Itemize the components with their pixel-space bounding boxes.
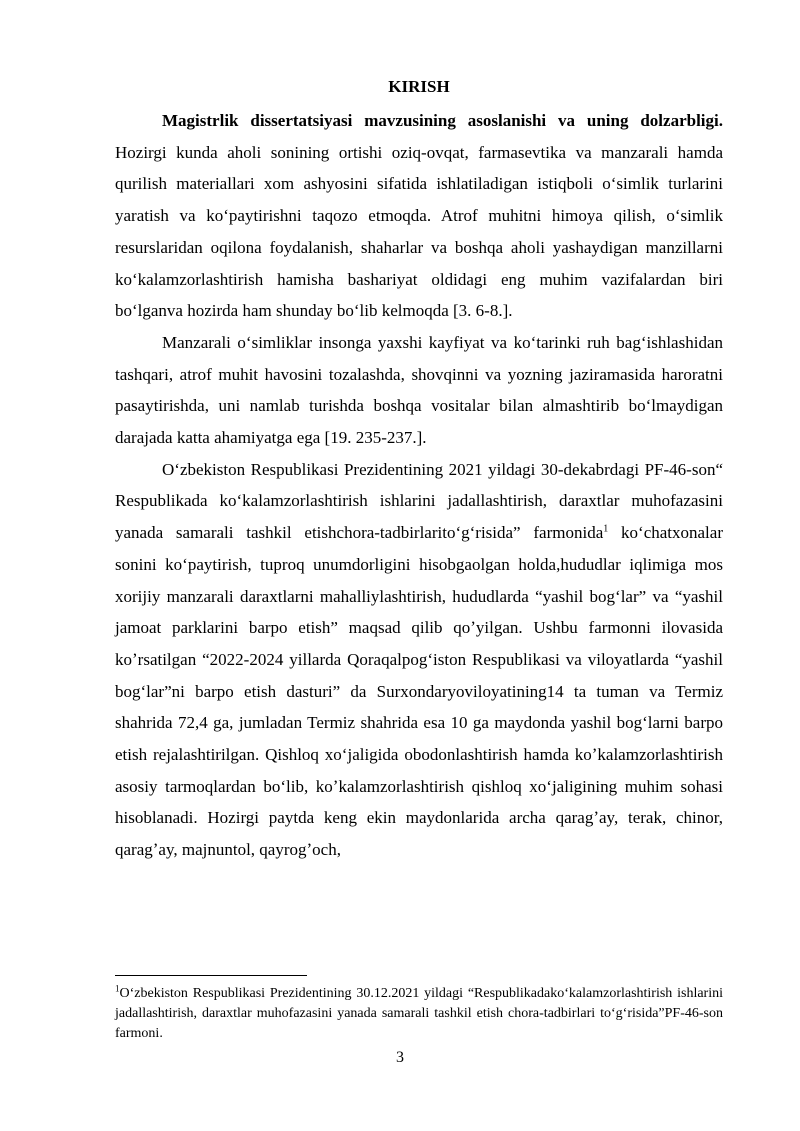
footnote (115, 984, 723, 1044)
paragraph-text: Oʻzbekiston Respublikasi Prezidentining 2021 yildagi 30-dekabrdagi PF-46-son“ Respublikada koʻkalamzorlashtirish ishlarini jadallashtirish, daraxtlar muhofazasini yanada samarali tashkil etishchora-tadbirlaritoʻgʻrisida” farmonida (115, 459, 723, 543)
footnote-reference[interactable]: 1 (603, 523, 609, 535)
paragraph-relevance (115, 105, 723, 327)
footnote-separator (115, 975, 307, 976)
paragraph-ornamental-plants: Manzarali oʻsimliklar insonga yaxshi kayfiyat va koʻtarinki ruh bagʻishlashidan tashqari, atrof muhit havosini tozalashda, shovqinni va yozning jaziramasida haroratni pasaytirishda, uni namlab turishda boshqa vositalar bilan almashtirib boʻlmaydigan darajada katta ahamiyatga ega [19. 235-237.]. (115, 332, 723, 448)
paragraph-text: Hozirgi kunda aholi sonining ortishi oziq-ovqat, farmasevtika va manzarali hamda qurilish materiallari xom ashyosini sifatida ishlatiladigan istiqboli oʻsimlik turlarini yaratish va koʻpaytirishni taqozo etmoqda. Atrof muhitni himoya qilish, oʻsimlik resurslaridan oqilona foydalanish, shaharlar va boshqa aholi yashaydigan manzillarni koʻkalamzorlashtirish hamisha bashariyat oldidagi eng muhim vazifalardan biri boʻlganva hozirda ham shunday boʻlib kelmoqda [3. 6-8.]. (115, 142, 723, 321)
paragraph-decree (115, 454, 723, 866)
paragraph-text: koʻchatxonalar sonini koʻpaytirish, tuproq unumdorligini hisobgaolgan holda,hududlar iqlimiga mos xorijiy manzarali daraxtlarni mahalliylashtirish, hududlarda “yashil bogʻlar” va “yashil jamoat parklarini barpo etish” maqsad qilib qoʼyilgan. Ushbu farmonni ilovasida koʼrsatilgan “2022-2024 yillarda Qoraqalpogʻiston Respublikasi va viloyatlarda “yashil bogʻlar”ni barpo etish dasturi” da Surxondaryoviloyatining14 ta tuman va Termiz shahrida 72,4 ga, jumladan Termiz shahrida esa 10 ga maydonda yashil bogʻlarni barpo etish rejalashtirilgan. Qishloq xoʻjaligida obodonlashtirish hamda koʼkalamzorlashtirish asosiy tarmoqlardan boʻlib, koʼkalamzorlashtirish qishloq xoʻjaligining muhim sohasi hisoblanadi. Hozirgi paytda keng ekin maydonlarida archa qaragʼay, terak, chinor, qaragʼay, majnuntol, qayrogʼoch, (115, 523, 723, 860)
paragraph-lead-heading: Magistrlik dissertatsiyasi mavzusining asoslanishi va uning dolzarbligi. (162, 111, 723, 130)
footnote-number: 1 (115, 983, 120, 994)
section-title: KIRISH (388, 77, 450, 96)
footnote-text: Oʻzbekiston Respublikasi Prezidentining 30.12.2021 yildagi “Respublikadakoʻkalamzorlashtirish ishlarini jadallashtirish, daraxtlar muhofazasini yanada samarali tashkil etish chora-tadbirlari toʻgʻrisida”PF-46-son farmoni. (115, 986, 723, 1041)
page-number: 3 (396, 1049, 404, 1066)
body-text (115, 105, 723, 866)
